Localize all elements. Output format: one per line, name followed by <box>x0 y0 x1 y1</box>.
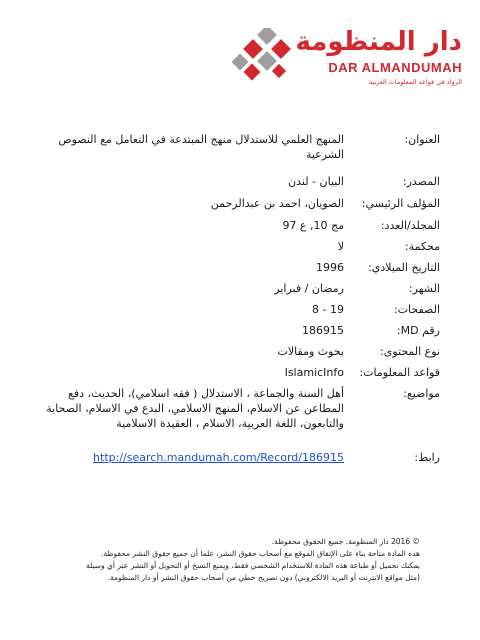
brand-latin-name: DAR ALMANDUMAH <box>328 60 462 75</box>
field-value: الصويان، احمد بن عبدالرحمن <box>210 197 344 210</box>
field-value: المنهج العلمي للاستدلال منهج المبتدعة في التعامل مع النصوص الشرعية <box>58 133 344 161</box>
field-value: أهل السنة والجماعة ، الاستدلال ( فقه اسلامي)، الحديث، دفع المطاعن عن الاسلام، المنهج الاسلامي، البدع في الاسلام، الصحابة والتابعون، اللغة العربية، الاسلام ، العقيدة الاسلامية <box>46 387 344 430</box>
field-value: 8 - 19 <box>312 303 344 316</box>
copyright-footer <box>40 536 420 584</box>
field-value: البيان - لندن <box>288 175 344 188</box>
field-label: قواعد المعلومات: <box>359 366 440 379</box>
field-value: مج 10, ع 97 <box>282 219 344 232</box>
field-label: رقم MD: <box>396 324 440 337</box>
field-value: لا <box>337 240 344 253</box>
rights-line: هذه المادة متاحة بناء على الإتفاق الموقع مع أصحاب حقوق النشر، علما أن جميع حقوق النشر محفوظة. <box>101 549 420 558</box>
field-label: المصدر: <box>402 175 440 188</box>
field-label: التاريخ الميلادي: <box>368 261 440 274</box>
field-value: IslamicInfo <box>284 366 344 379</box>
field-label: نوع المحتوى: <box>380 345 440 358</box>
field-value: بحوث ومقالات <box>277 345 344 358</box>
field-label: رابط: <box>414 451 440 464</box>
field-label: مواضيع: <box>403 387 440 400</box>
brand-tagline: الرواد في قواعد المعلومات العربية <box>368 78 462 86</box>
field-label: المؤلف الرئيسي: <box>361 197 440 210</box>
field-label: محكمة: <box>404 240 440 253</box>
usage-line: يمكنك تحميل أو طباعة هذه المادة للاستخدام الشخصي فقط، ويمنع النسخ أو التحويل أو النشر عبر أي وسيلة <box>85 561 420 570</box>
brand-logo <box>232 26 462 98</box>
copyright-line: © 2016 دار المنظومة. جميع الحقوق محفوظة. <box>271 537 420 546</box>
record-url-link[interactable]: http://search.mandumah.com/Record/186915 <box>93 451 344 464</box>
field-label: العنوان: <box>404 133 440 146</box>
field-value <box>44 450 344 465</box>
field-value: رمضان / فبراير <box>274 282 344 295</box>
restriction-line: (مثل مواقع الانترنت أو البريد الالكتروني) دون تصريح خطي من أصحاب حقوق النشر أو دار المنظومة. <box>107 573 420 582</box>
field-value: 1996 <box>316 261 344 274</box>
brand-arabic-name: دار المنظومة <box>295 27 462 57</box>
field-label: المجلد/العدد: <box>380 219 440 232</box>
field-label: الصفحات: <box>393 303 440 316</box>
diamond-logo-icon <box>232 28 298 84</box>
field-label: الشهر: <box>408 282 440 295</box>
field-value: 186915 <box>302 324 344 337</box>
